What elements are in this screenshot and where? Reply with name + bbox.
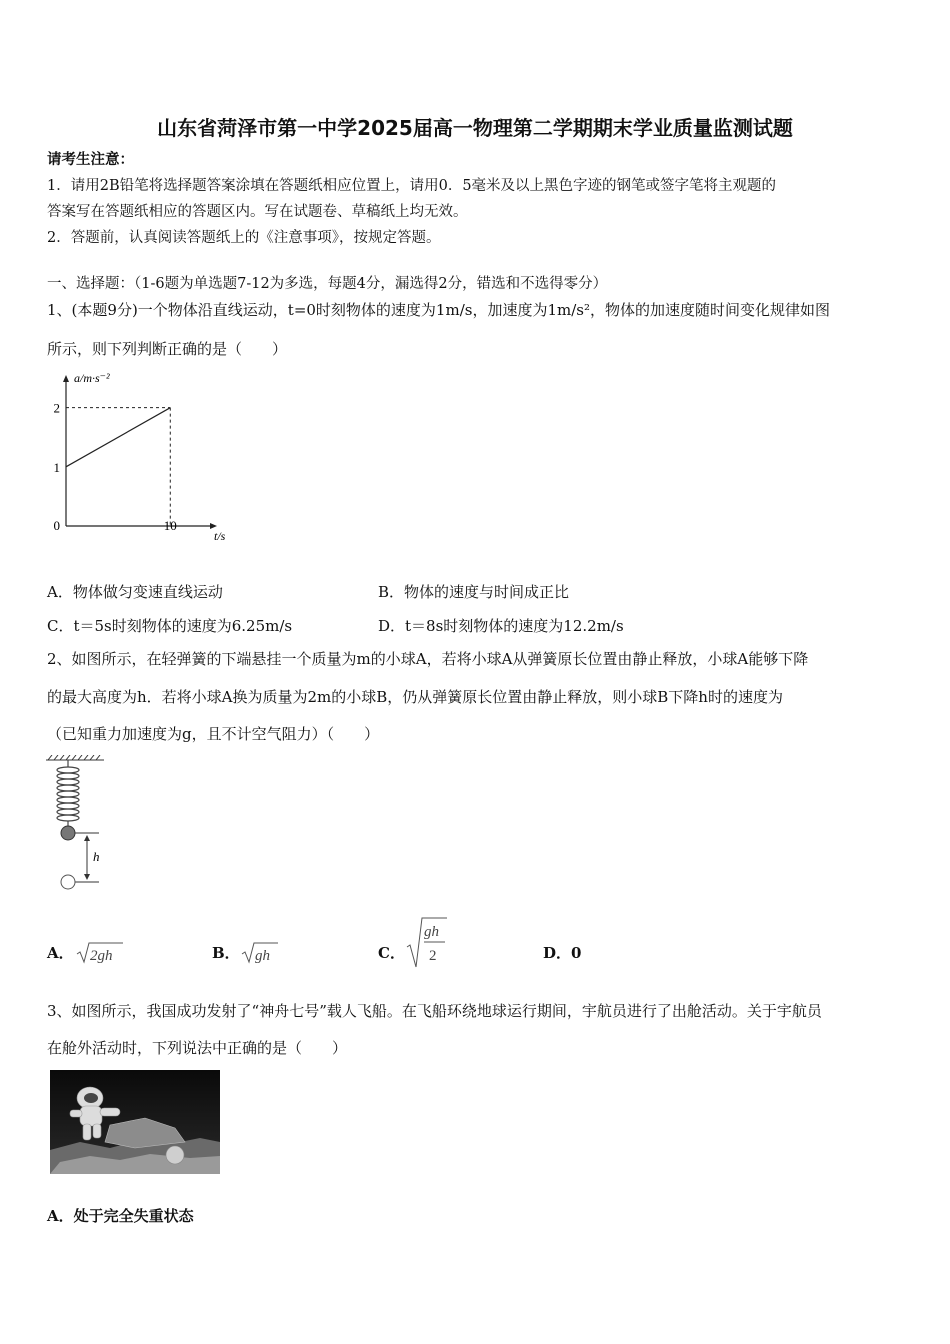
q2-option-b-formula [240, 940, 282, 966]
notice-item-2: 2．答题前，认真阅读答题纸上的《注意事项》，按规定答题。 [47, 230, 441, 246]
spring-coil [57, 760, 79, 827]
q2-option-c-formula [405, 915, 451, 971]
q1-stem-line-2: 所示，则下列判断正确的是（ ） [47, 340, 288, 358]
notice-item-1-line-1: 1．请用2B铅笔将选择题答案涂填在答题纸相应位置上，请用0．5毫米及以上黑色字迹的钢笔或签字笔将主观题的 [47, 178, 777, 194]
height-label: h [93, 849, 100, 864]
x-tick-label-10: 10 [163, 518, 177, 533]
section-heading: 一、选择题：（1-6题为单选题7-12为多选，每题4分，漏选得2分，错选和不选得零分） [47, 276, 608, 292]
page-title: 山东省菏泽市第一中学2025届高一物理第二学期期末学业质量监测试题 [157, 116, 793, 140]
q3-option-a: A．处于完全失重状态 [47, 1207, 194, 1225]
notice-item-1-line-2: 答案写在答题纸相应的答题区内。写在试题卷、草稿纸上均无效。 [47, 204, 468, 220]
q2-option-a-formula [75, 940, 125, 966]
q1-option-c: C．t＝5s时刻物体的速度为6.25m/s [47, 617, 293, 635]
ball-a [61, 826, 75, 840]
q1-option-b: B．物体的速度与时间成正比 [378, 583, 570, 601]
ceiling-hatch [46, 755, 104, 760]
q2-option-d: D．0 [543, 944, 582, 962]
q1-stem-line-1: 1、(本题9分)一个物体沿直线运动，t=0时刻物体的速度为1m/s，加速度为1m/s²，物体的加速度随时间变化规律如图 [47, 301, 830, 319]
q2-option-b-radicand: gh [255, 948, 270, 964]
arrow-head-up-icon [84, 835, 90, 841]
q3-stem-line-2: 在舱外活动时，下列说法中正确的是（ ） [47, 1039, 348, 1057]
q3-astronaut-photo [50, 1070, 220, 1174]
q1-option-d: D．t＝8s时刻物体的速度为12.2m/s [378, 617, 624, 635]
q2-option-c-denominator: 2 [429, 948, 437, 964]
y-axis-label: a/m·s⁻² [74, 372, 110, 385]
arrow-head-down-icon [84, 874, 90, 880]
q2-option-b-label: B． [212, 944, 240, 962]
q1-acceleration-chart [40, 372, 240, 547]
q2-option-a-radicand: 2gh [90, 948, 113, 964]
q2-stem-line-3: （已知重力加速度为g，且不计空气阻力）（ ） [47, 725, 380, 743]
notice-heading: 请考生注意： [47, 151, 134, 168]
x-tick-label-0: 0 [53, 518, 60, 533]
ball-lowest-position [61, 875, 75, 889]
y-tick-label-2: 2 [53, 400, 60, 416]
q2-stem-line-2: 的最大高度为h．若将小球A换为质量为2m的小球B，仍从弹簧原长位置由静止释放，则小球B下降h时的速度为 [47, 688, 783, 706]
x-axis-label: t/s [214, 529, 226, 543]
y-axis-arrow-icon [63, 375, 69, 382]
q2-option-c-label: C． [378, 944, 405, 962]
q2-spring-figure [44, 755, 114, 895]
q3-stem-line-1: 3、如图所示，我国成功发射了“神舟七号”载人飞船。在飞船环绕地球运行期间，宇航员进行了出舱活动。关于宇航员 [47, 1002, 822, 1020]
q1-option-a: A．物体做匀变速直线运动 [47, 583, 223, 601]
q2-option-c-numerator: gh [424, 924, 439, 940]
y-tick-label-1: 1 [53, 459, 60, 475]
q2-option-a-label: A． [47, 944, 74, 962]
data-line [66, 408, 170, 467]
q2-stem-line-1: 2、如图所示，在轻弹簧的下端悬挂一个质量为m的小球A，若将小球A从弹簧原长位置由静止释放，小球A能够下降 [47, 650, 809, 668]
